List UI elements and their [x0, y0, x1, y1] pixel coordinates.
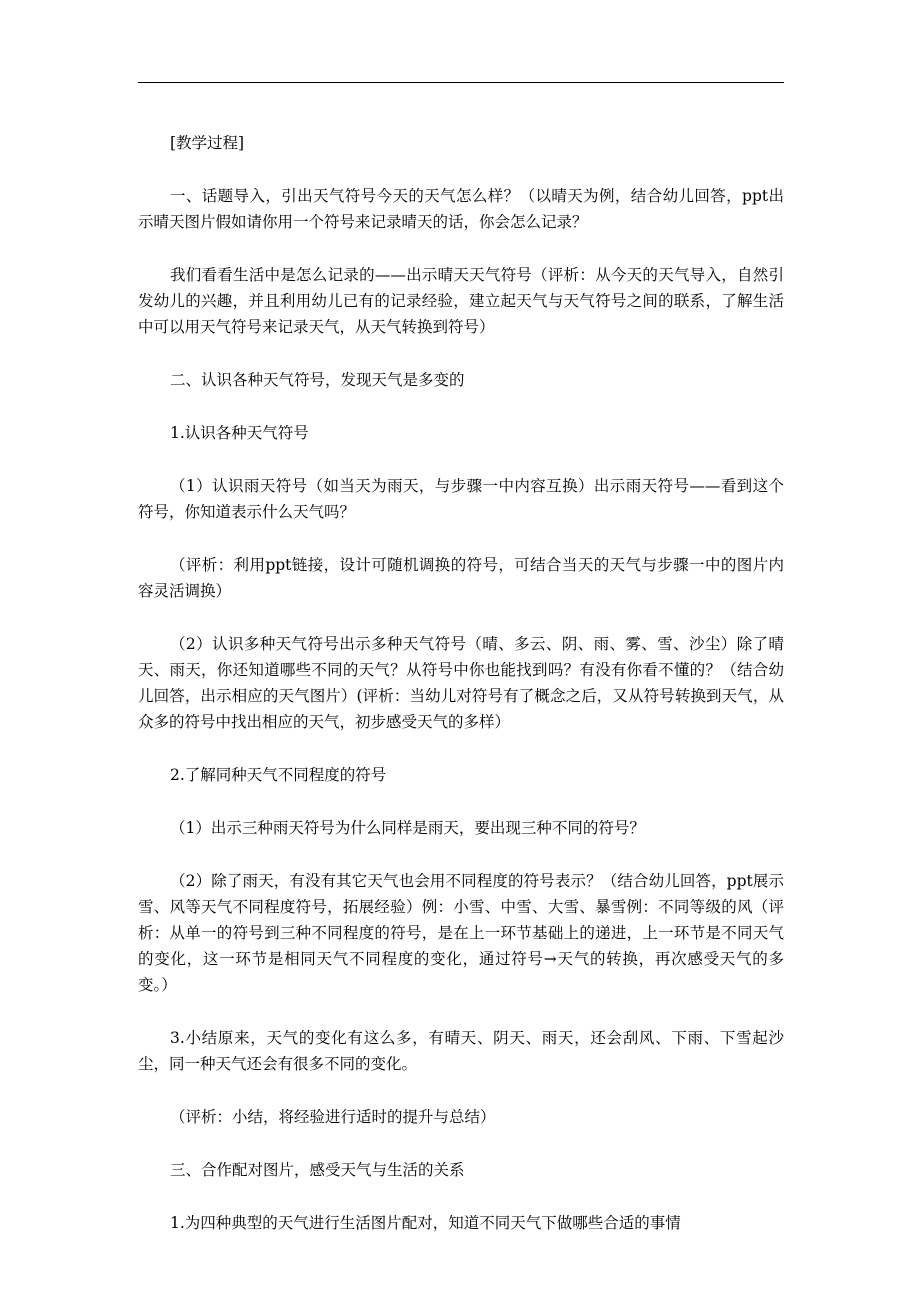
paragraph-part-two: 二、认识各种天气符号，发现天气是多变的 — [170, 371, 465, 389]
paragraph-step-1: 1.认识各种天气符号 — [170, 424, 309, 442]
paragraph-comment-summary: （评析：小结，将经验进行适时的提升与总结） — [170, 1108, 496, 1126]
paragraph-multi-symbols: （2）认识多种天气符号出示多种天气符号（晴、多云、阴、雨、雾、雪、沙尘）除了晴天、雨天，你还知道哪些不同的天气？从符号中你也能找到吗？有没有你看不懂的？（结合幼儿回答，出示相应的天气图片）(评析：当幼儿对符号有了概念之后，又从符号转换到天气，从众多的符号中找出相应的天气，初步感受天气的多样） — [138, 635, 784, 731]
paragraph-intro: 一、话题导入，引出天气符号今天的天气怎么样？（以晴天为例，结合幼儿回答，ppt出示晴天图片假如请你用一个符号来记录晴天的话，你会怎么记录？ — [138, 187, 784, 231]
paragraph-part-three: 三、合作配对图片，感受天气与生活的关系 — [170, 1161, 465, 1179]
paragraph-comment-ppt: （评析：利用ppt链接，设计可随机调换的符号，可结合当天的天气与步骤一中的图片内容灵活调换） — [138, 556, 784, 600]
paragraph-other-weather: （2）除了雨天，有没有其它天气也会用不同程度的符号表示？（结合幼儿回答，ppt展示雪、风等天气不同程度符号，拓展经验）例：小雪、中雪、大雪、暴雪例：不同等级的风（评析：从单一的符号到三种不同程度的符号，是在上一环节基础上的递进，上一环节是不同天气的变化，这一环节是相同天气不同程度的变化，通过符号→天气的转换，再次感受天气的多变。） — [138, 872, 784, 994]
section-heading: [教学过程] — [170, 134, 245, 152]
header-rule — [138, 82, 784, 83]
paragraph-record: 我们看看生活中是怎么记录的——出示晴天天气符号（评析：从今天的天气导入，自然引发幼儿的兴趣，并且利用幼儿已有的记录经验，建立起天气与天气符号之间的联系，了解生活中可以用天气符号来记录天气，从天气转换到符号） — [138, 266, 784, 336]
paragraph-pairing: 1.为四种典型的天气进行生活图片配对，知道不同天气下做哪些合适的事情 — [170, 1214, 681, 1232]
paragraph-rain-symbol: （1）认识雨天符号（如当天为雨天，与步骤一中内容互换）出示雨天符号——看到这个符号，你知道表示什么天气吗？ — [138, 477, 784, 521]
document-body — [138, 130, 784, 1236]
paragraph-summary: 3.小结原来，天气的变化有这么多，有晴天、阴天、雨天，还会刮风、下雨、下雪起沙尘，同一种天气还会有很多不同的变化。 — [138, 1029, 784, 1073]
paragraph-three-rain: （1）出示三种雨天符号为什么同样是雨天，要出现三种不同的符号？ — [170, 819, 645, 837]
paragraph-step-2: 2.了解同种天气不同程度的符号 — [170, 766, 387, 784]
